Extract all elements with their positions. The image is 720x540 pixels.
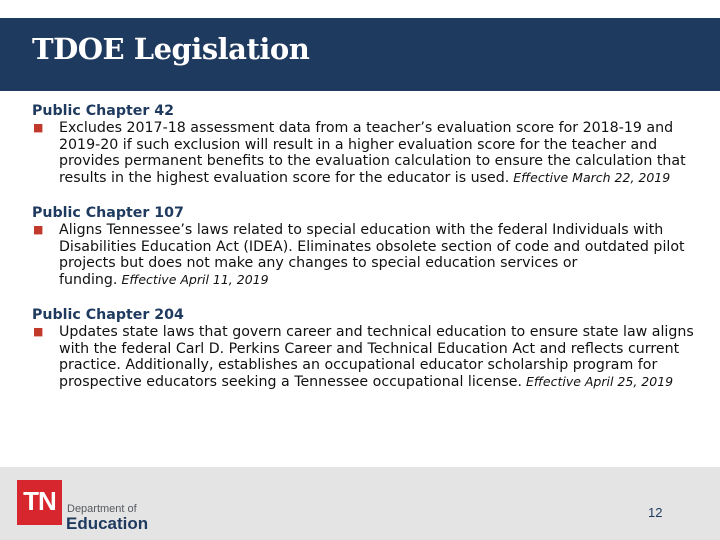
square-bullet-icon: ■ xyxy=(33,223,44,236)
chapter-204 xyxy=(32,307,697,390)
logo-department-text: Department of xyxy=(67,503,137,515)
logo-education-text: Education xyxy=(66,514,149,533)
page-number: 12 xyxy=(648,505,663,520)
square-bullet-icon: ■ xyxy=(33,121,44,134)
effective-date: Effective April 11, 2019 xyxy=(121,271,269,287)
chapter-text: Aligns Tennessee’s laws related to special education with the federal Individuals with Disabilities Education Act (IDEA). Eliminates obsolete section of code and outdated pilot projects but does not make any changes to special education services or funding. xyxy=(59,222,685,288)
chapter-bullet xyxy=(32,324,697,390)
content-area xyxy=(32,103,697,409)
chapter-heading: Public Chapter 204 xyxy=(32,307,184,323)
chapter-heading: Public Chapter 42 xyxy=(32,103,175,119)
tn-logo-icon xyxy=(17,480,62,525)
chapter-heading: Public Chapter 107 xyxy=(32,205,184,221)
chapter-text: Excludes 2017-18 assessment data from a teacher’s evaluation score for 2018-19 and 2019-20 if such exclusion will result in a higher evaluation score for the teacher and provides permanent benefits to the evaluation calculation to ensure the calculation that results in the highest evaluation score for the educator is used. xyxy=(59,120,686,186)
tn-logo-letters: TN xyxy=(23,486,56,516)
effective-date: Effective April 25, 2019 xyxy=(525,373,674,389)
chapter-text: Updates state laws that govern career and technical education to ensure state law aligns with the federal Carl D. Perkins Career and Technical Education Act and reflects current practice. Additionally, establishes an occupational educator scholarship program for prospective educators seeking a Tennessee occupational license. xyxy=(59,324,694,390)
chapter-bullet xyxy=(32,120,697,186)
effective-date: Effective March 22, 2019 xyxy=(513,169,671,185)
chapter-bullet xyxy=(32,222,697,288)
chapter-42 xyxy=(32,103,697,186)
slide-title: TDOE Legislation xyxy=(32,32,310,66)
square-bullet-icon: ■ xyxy=(33,325,44,338)
chapter-107 xyxy=(32,205,697,288)
